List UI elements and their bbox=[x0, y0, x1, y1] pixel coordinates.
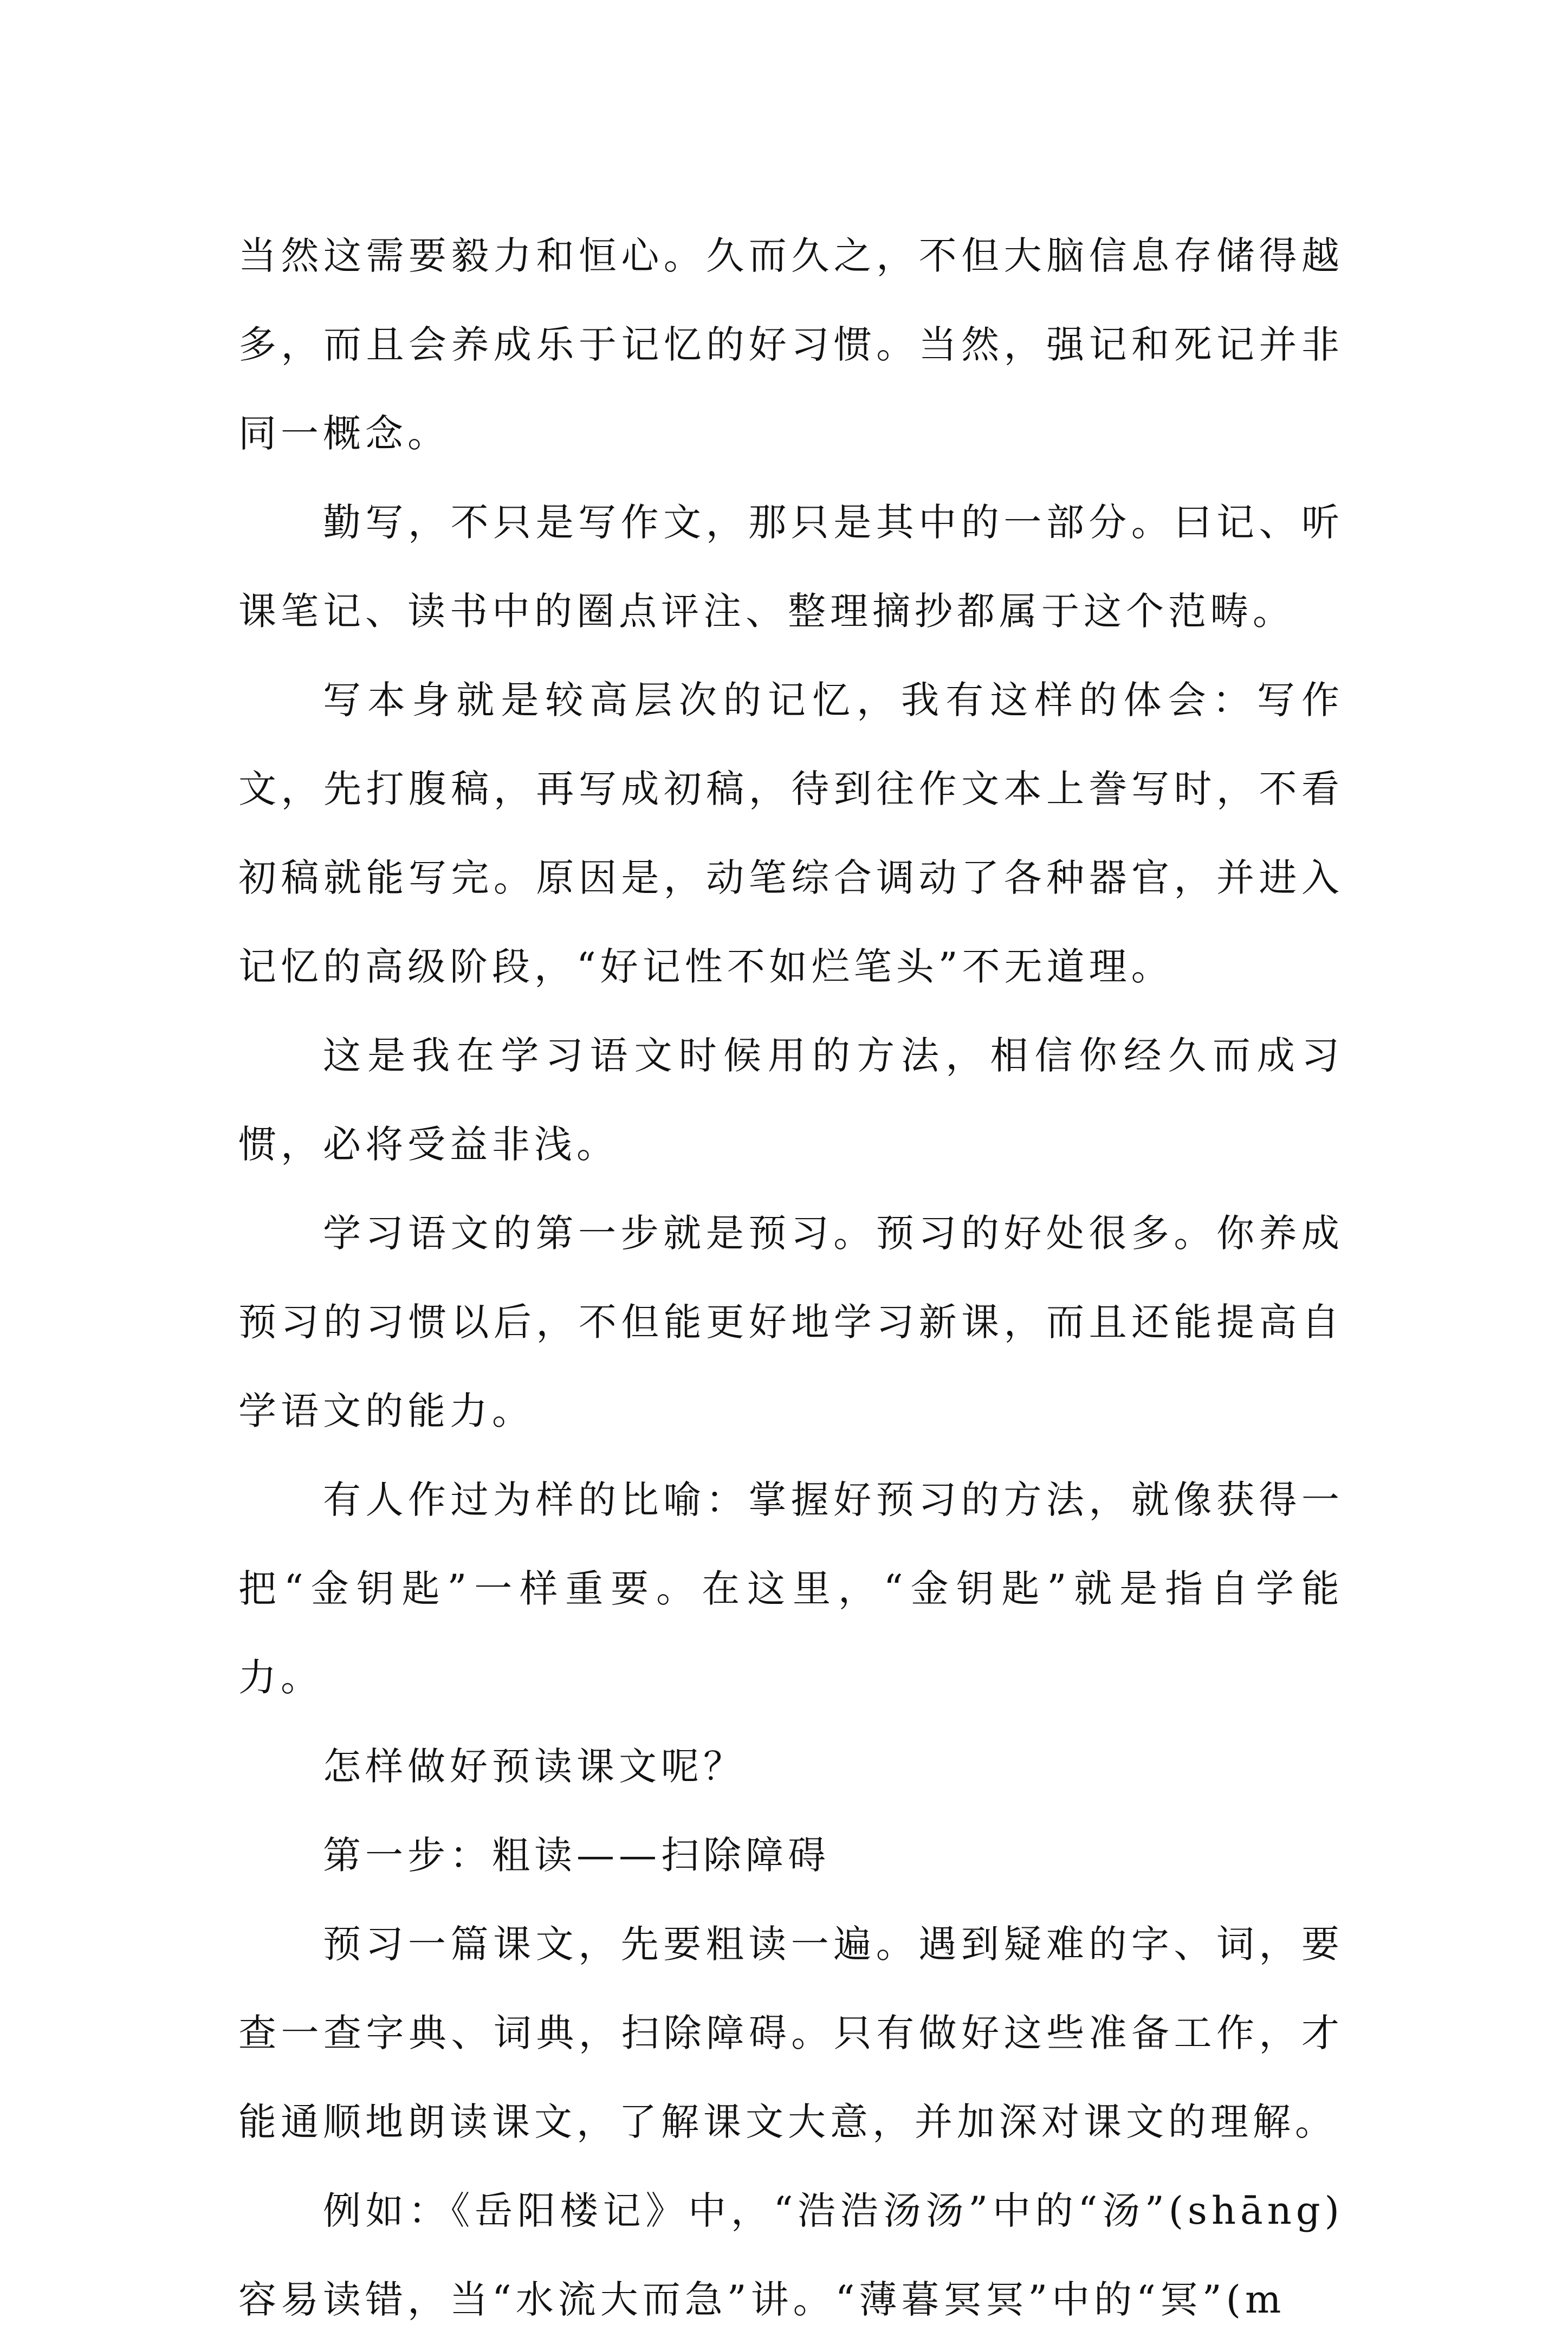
paragraph-9: 预习一篇课文，先要粗读一遍。遇到疑难的字、词，要查一查字典、词典，扫除障碍。只有做好这些准备工作，才能通顺地朗读课文，了解课文大意，并加深对课文的理解。 bbox=[238, 1922, 1344, 2144]
document-body bbox=[238, 211, 1344, 2344]
paragraph-1: 当然这需要毅力和恒心。久而久之，不但大脑信息存储得越多，而且会养成乐于记忆的好习惯。当然，强记和死记并非同一概念。 bbox=[238, 234, 1344, 456]
paragraph-10: 例如：《岳阳楼记》中，“浩浩汤汤”中的“汤”(shāng)容易读错，当“水流大而急”讲。“薄暮冥冥”中的“冥”(m bbox=[238, 2188, 1344, 2322]
paragraph-5: 学习语文的第一步就是预习。预习的好处很多。你养成预习的习惯以后，不但能更好地学习新课，而且还能提高自学语文的能力。 bbox=[238, 1211, 1344, 1433]
question-heading: 怎样做好预读课文呢？ bbox=[323, 1744, 746, 1789]
paragraph-2: 勤写，不只是写作文，那只是其中的一部分。曰记、听课笔记、读书中的圈点评注、整理摘抄都属于这个范畴。 bbox=[238, 500, 1344, 633]
paragraph-4: 这是我在学习语文时候用的方法，相信你经久而成习惯，必将受益非浅。 bbox=[238, 1033, 1344, 1167]
paragraph-6: 有人作过为样的比喻：掌握好预习的方法，就像获得一把“金钥匙”一样重要。在这里，“金钥匙”就是指自学能力。 bbox=[238, 1478, 1344, 1700]
paragraph-3: 写本身就是较高层次的记忆，我有这样的体会：写作文，先打腹稿，再写成初稿，待到往作文本上誊写时，不看初稿就能写完。原因是，动笔综合调动了各种器官，并进入记忆的高级阶段，“好记性不如烂笔头”不无道理。 bbox=[238, 678, 1344, 989]
step-one-heading: 第一步：粗读——扫除障碍 bbox=[323, 1833, 830, 1877]
